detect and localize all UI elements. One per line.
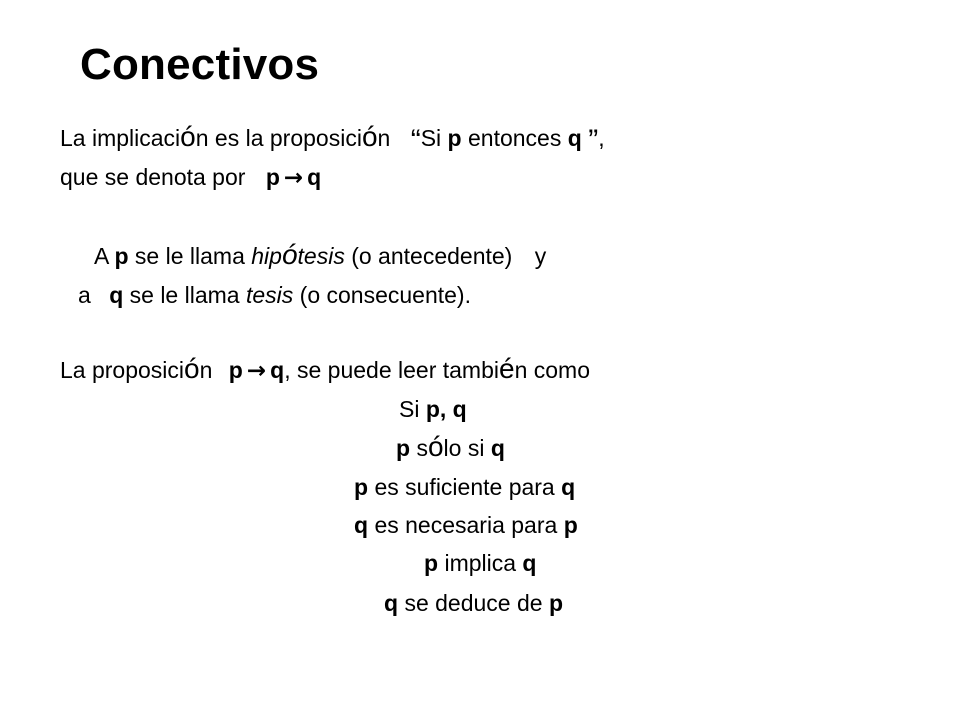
implication-definition-line	[60, 122, 605, 156]
text-fragment: ,	[598, 125, 605, 151]
text-fragment: se le llama	[134, 243, 245, 269]
implies-arrow-icon: →	[246, 358, 267, 384]
text-fragment: tesis	[245, 282, 294, 308]
var-p: p	[265, 164, 280, 190]
var-q: q	[567, 125, 582, 151]
accent-char: ó	[184, 353, 200, 384]
reading-p-solo-si-q	[396, 432, 505, 463]
hypothesis-line	[94, 240, 546, 271]
text-fragment: y	[534, 243, 547, 269]
implies-arrow-icon: →	[283, 165, 304, 191]
var-p: p	[548, 590, 564, 616]
var-q: q	[522, 550, 537, 576]
text-fragment: , se puede leer tambi	[284, 357, 499, 383]
text-fragment: Si	[420, 125, 442, 151]
var-q: q	[490, 435, 505, 461]
text-fragment: A	[94, 243, 109, 269]
text-fragment: La proposici	[60, 357, 185, 383]
var-p: p	[563, 512, 578, 538]
text-fragment: (o consecuente).	[299, 282, 471, 308]
var-p: p	[424, 550, 439, 576]
var-p: p	[396, 435, 411, 461]
text-fragment: entonces	[468, 125, 562, 151]
text-fragment: La implicaci	[60, 125, 181, 151]
var-q: q	[384, 590, 399, 616]
accent-char: ó	[427, 431, 444, 462]
text-fragment: p, q	[425, 396, 467, 422]
reading-si-p-q	[399, 394, 467, 424]
text-fragment: n	[199, 357, 213, 383]
var-q: q	[307, 164, 322, 190]
text-fragment: Si	[399, 396, 420, 422]
var-q: q	[270, 357, 285, 383]
accent-char: ó	[361, 121, 378, 152]
text-fragment: se deduce de	[404, 590, 543, 616]
var-q: q	[354, 512, 369, 538]
text-fragment: se le llama	[129, 282, 240, 308]
text-fragment: lo si	[443, 435, 485, 461]
reading-se-deduce	[384, 588, 563, 618]
thesis-line	[78, 280, 471, 310]
reading-necesaria	[354, 510, 578, 540]
var-p: p	[114, 243, 129, 269]
text-fragment: es necesaria para	[374, 512, 558, 538]
close-quote: ”	[588, 124, 599, 157]
slide-title: Conectivos	[80, 40, 320, 89]
open-quote: “	[410, 124, 421, 157]
text-fragment: n como	[514, 357, 591, 383]
var-q: q	[561, 474, 576, 500]
text-fragment: hip	[251, 243, 282, 269]
text-fragment: es suficiente para	[374, 474, 555, 500]
var-p: p	[228, 357, 243, 383]
reading-implica	[424, 548, 536, 578]
text-fragment: tesis	[297, 243, 345, 269]
var-p: p	[354, 474, 369, 500]
reading-intro-line	[60, 354, 590, 386]
accent-char: ó	[180, 121, 196, 152]
reading-suficiente	[354, 472, 575, 502]
accent-char: ó	[281, 239, 298, 270]
var-q: q	[109, 282, 124, 308]
denotation-line	[60, 162, 321, 193]
text-fragment: n	[377, 125, 391, 151]
text-fragment: n es la proposici	[195, 125, 362, 151]
text-fragment: implica	[444, 550, 517, 576]
text-fragment: que se denota por	[60, 164, 246, 190]
text-fragment: s	[416, 435, 428, 461]
accent-char: é	[499, 353, 515, 384]
text-fragment: (o antecedente)	[351, 243, 513, 269]
text-fragment: a	[78, 282, 91, 308]
var-p: p	[447, 125, 462, 151]
